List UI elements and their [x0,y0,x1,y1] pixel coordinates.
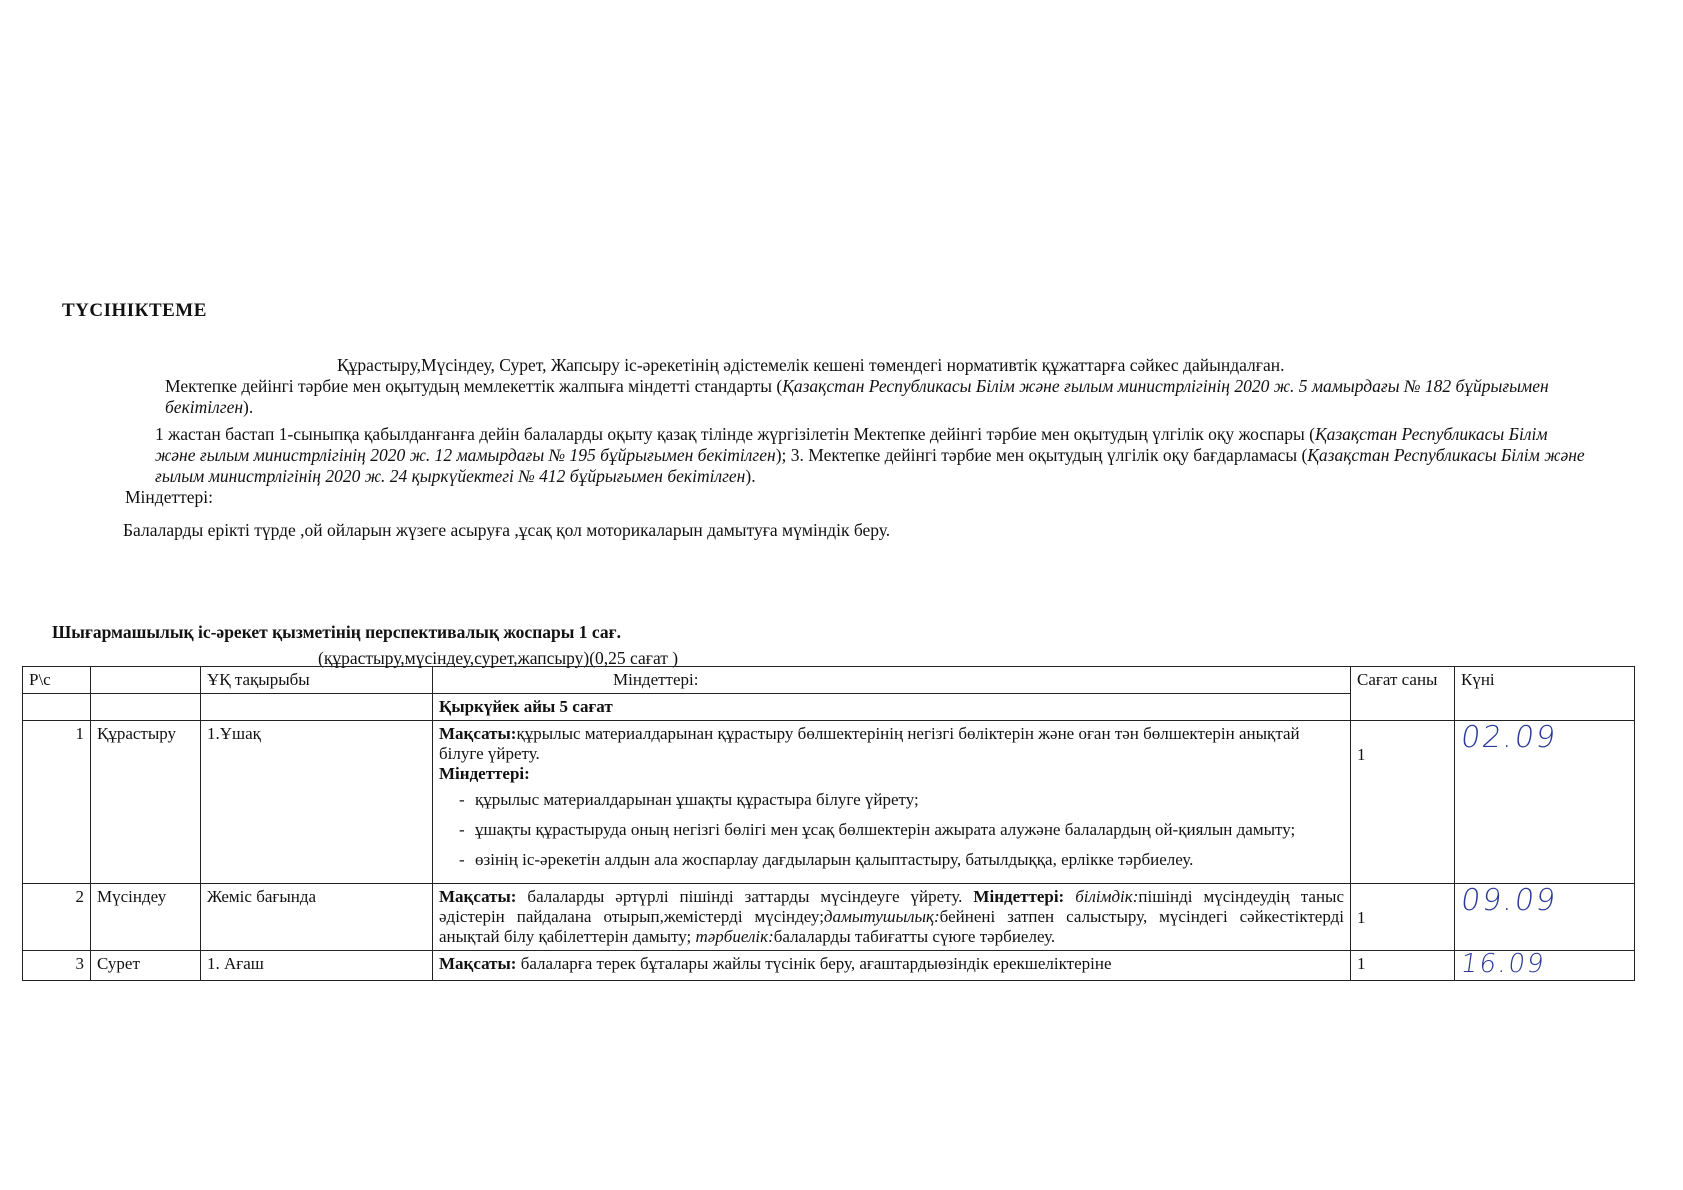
handwritten-date: 02.09 [1458,720,1560,755]
plan-title: Шығармашылық іс-әрекет қызметінің перспективалық жоспары 1 сағ. [52,622,621,642]
row-topic: Жеміс бағында [201,884,433,951]
intro-tasks-label: Міндеттері: [125,487,213,507]
list-item: - құрылыс материалдарынан ұшақты құрастыра білуге үйрету; [459,790,1344,810]
header-activity [91,667,201,694]
table-row [23,951,1635,981]
intro-text [125,355,1585,541]
intro-line-3: 1 жастан бастап 1-сыныпқа қабылданғанға дейін балаларды оқыту қазақ тілінде жүргізілетін Мектепке дейінгі тәрбие мен оқытудың үлгілік оқу жоспары (Қазақстан Республикасы Білім және ғылым министрлігінің 2020 ж. 12 мамырдағы № 195 бұйрығымен бекітілген); 3. Мектепке дейінгі тәрбие мен оқытудың үлгілік оқу бағдарламасы (Қазақстан Республикасы Білім және ғылым министрлігінің 2020 ж. 24 қыркүйектегі № 412 бұйрығымен бекітілген). [155,424,1585,486]
row-date [1455,884,1635,951]
handwritten-date: 09.09 [1458,883,1560,918]
header-no: Р\с [23,667,91,694]
row-topic: 1.Ұшақ [201,721,433,884]
page-heading: ТҮСІНІКТЕМЕ [62,300,207,321]
row-hours: 1 [1351,951,1455,981]
header-tasks: Міндеттері: [433,667,1351,694]
row-activity: Сурет [91,951,201,981]
row-no: 3 [23,951,91,981]
intro-line-1: Құрастыру,Мүсіндеу, Сурет, Жапсыру іс-әрекетінің әдістемелік кешені төмендегі нормативтік құжаттарға сәйкес дайындалған. [337,355,1285,375]
row-activity: Құрастыру [91,721,201,884]
list-item: - өзінің іс-әрекетін алдын ала жоспарлау дағдыларын қалыптастыру, батылдыққа, ерлікке тәрбиелеу. [459,850,1344,870]
row-content: Мақсаты:құрылыс материалдарынан құрастыру бөлшектерінің негізгі бөліктерін және оған тән бөлшектерін анықтай білуге үйрету. Міндеттері: - құрылыс материалдарынан ұшақты құрастыра білуге үйрету; - ұшақты құрастыруда оның негізгі бөлігі мен ұсақ бөлшектерін ажырата алужәне балалардың ой-қиялын дамыту; - өзінің іс-әрекетін алдын ала жоспарлау дағдыларын қалыптастыру, батылдыққа, ерлікке тәрбиелеу. [433,721,1351,884]
header-topic: ҰҚ тақырыбы [201,667,433,694]
table-row [23,721,1635,884]
header-date: Күні [1455,667,1635,721]
plan-subtitle: (құрастыру,мүсіндеу,сурет,жапсыру)(0,25 сағат ) [318,648,679,668]
list-item: - ұшақты құрастыруда оның негізгі бөлігі мен ұсақ бөлшектерін ажырата алужәне балалардың ой-қиялын дамыту; [459,820,1344,840]
intro-line-2: Мектепке дейінгі тәрбие мен оқытудың мемлекеттік жалпыға міндетті стандарты (Қазақстан Республикасы Білім және ғылым министрлігінің 2020 ж. 5 мамырдағы № 182 бұйрығымен бекітілген). [165,376,1549,417]
row-no: 2 [23,884,91,951]
row-no: 1 [23,721,91,884]
row-hours: 1 [1351,721,1455,884]
row-content: Мақсаты: балаларға терек бұталары жайлы түсінік беру, ағаштардыөзіндік ерекшеліктеріне [433,951,1351,981]
row-hours: 1 [1351,884,1455,951]
row-activity: Мүсіндеу [91,884,201,951]
task-list [459,790,1344,870]
table-header-row [23,667,1635,694]
intro-goal: Балаларды ерікті түрде ,ой ойларын жүзеге асыруға ,ұсақ қол моторикаларын дамытуға мүміндік беру. [123,520,891,540]
row-content: Мақсаты: балаларды әртүрлі пішінді заттарды мүсіндеуге үйрету. Міндеттері: білімдік:пішінді мүсіндеудің таныс әдістерін пайдалана отырып,жемістерді мүсіндеу;дамытушылық:бейнені затпен салыстыру, мүсіндегі сәйкестіктерді анықтай білу қабілеттерін дамыту; тәрбиелік:балаларды табиғатты сүюге тәрбиелеу. [433,884,1351,951]
row-date [1455,721,1635,884]
month-label: Қыркүйек айы 5 сағат [433,694,1351,721]
header-hours: Сағат саны [1351,667,1455,721]
row-topic: 1. Ағаш [201,951,433,981]
row-date [1455,951,1635,981]
handwritten-date: 16.09 [1458,949,1548,979]
plan-table [22,666,1635,981]
table-row [23,884,1635,951]
